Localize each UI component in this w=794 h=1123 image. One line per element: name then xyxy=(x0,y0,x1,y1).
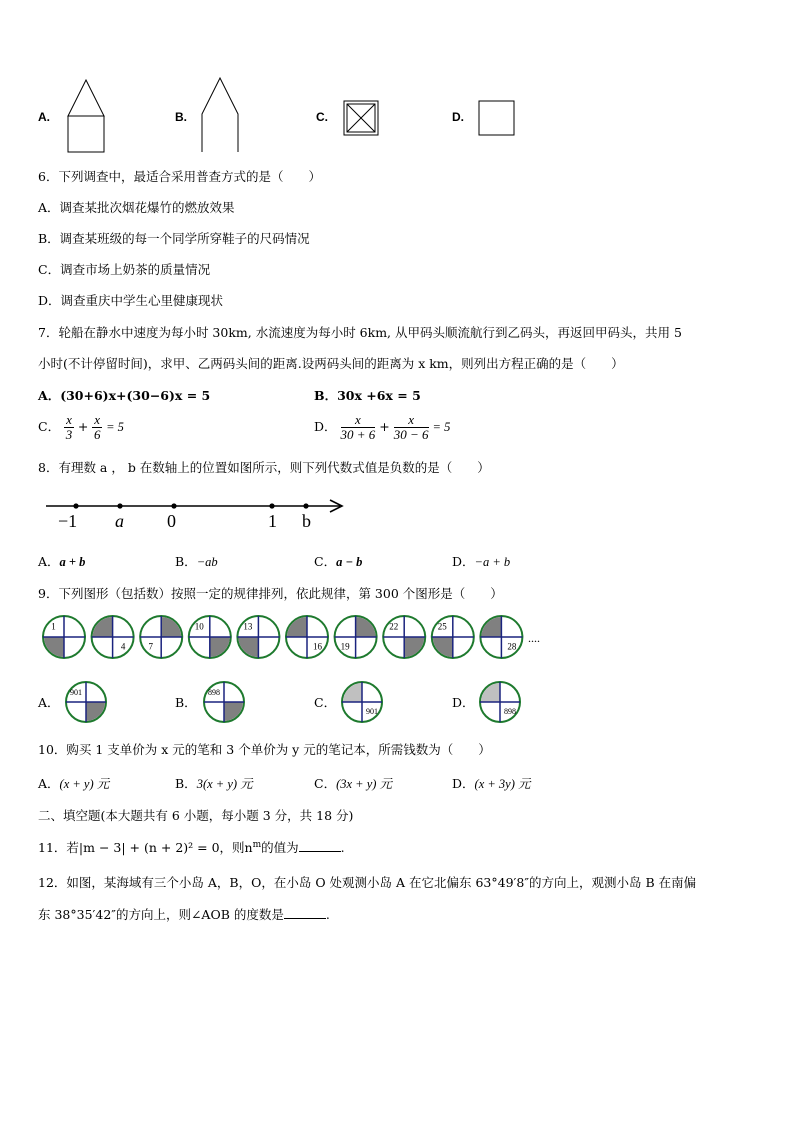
q8-option-d: D．−a + b xyxy=(452,554,511,569)
option-d-figure-shaded-quadrant xyxy=(481,683,500,702)
q7-option-d-label: D． xyxy=(314,419,337,434)
q7-d-frac-2: $\frac{x}{30 - 6}$ xyxy=(393,412,429,442)
q5-option-d-label: D. xyxy=(452,110,464,124)
option-a-figure xyxy=(66,682,106,722)
q9-option-b-figure xyxy=(202,680,246,724)
sequence-figure-5 xyxy=(237,616,279,658)
sequence-figure-9-shaded-quadrant xyxy=(433,637,453,657)
option-b-figure xyxy=(204,682,244,722)
option-a-figure-number: 901 xyxy=(70,688,82,697)
sequence-figure-4-shaded-quadrant xyxy=(210,637,230,657)
q8-option-a: A．a + b xyxy=(38,554,86,569)
sequence-figure-6-number: 16 xyxy=(313,641,322,652)
q5-figure-b xyxy=(198,76,242,154)
axis-label-zero: 0 xyxy=(167,511,176,531)
sequence-figure-7-shaded-quadrant xyxy=(356,617,376,637)
q12-answer-blank xyxy=(284,906,326,919)
sequence-figure-1-number: 1 xyxy=(51,621,56,632)
axis-label-minus-one: −1 xyxy=(58,511,78,531)
q7-option-c-label: C． xyxy=(38,419,61,434)
sequence-figure-9-number: 25 xyxy=(437,621,447,632)
q9-option-d-label: D． xyxy=(452,695,475,710)
q6-option-b: B．调查某班级的每一个同学所穿鞋子的尺码情况 xyxy=(38,231,310,246)
option-c-figure-shaded-quadrant xyxy=(343,683,362,702)
q6-option-a: A．调查某批次烟花爆竹的燃放效果 xyxy=(38,200,235,215)
q5-option-b-label: B. xyxy=(175,110,187,124)
sequence-figure-4-number: 10 xyxy=(194,621,204,632)
sequence-figure-3-number: 7 xyxy=(148,641,153,652)
q7-line-1: 7．轮船在静水中速度为每小时 30km, 水流速度为每小时 6km, 从甲码头顺流航行到乙码头，再返回甲码头，共用 5 xyxy=(38,325,682,340)
sequence-figure-7 xyxy=(335,616,377,658)
sequence-figure-2 xyxy=(92,616,134,658)
q8-option-c: C．a − b xyxy=(314,554,363,569)
sequence-figure-8-number: 22 xyxy=(389,621,399,632)
q10-option-a: A．(x + y) 元 xyxy=(38,776,110,791)
q7-option-b: B．30x +6x = 5 xyxy=(314,388,421,403)
q6-option-c: C．调查市场上奶茶的质量情况 xyxy=(38,262,211,277)
sequence-figure-10-number: 28 xyxy=(507,641,517,652)
sequence-figure-3 xyxy=(140,616,182,658)
sequence-figure-1 xyxy=(43,616,85,658)
q10-option-c: C．(3x + y) 元 xyxy=(314,776,393,791)
sequence-figure-1-shaded-quadrant xyxy=(44,637,64,657)
axis-label-b: b xyxy=(302,511,311,531)
sequence-figure-10-shaded-quadrant xyxy=(481,617,501,637)
q12-line-2: 东 38°35′42″的方向上，则∠AOB 的度数是 . xyxy=(38,907,330,922)
sequence-figure-9 xyxy=(432,616,474,658)
sequence-figure-2-shaded-quadrant xyxy=(93,617,113,637)
q11-answer-blank xyxy=(299,839,341,852)
sequence-figure-3-shaded-quadrant xyxy=(161,617,181,637)
q9-stem: 9．下列图形（包括数）按照一定的规律排列，依此规律，第 300 个图形是（ ） xyxy=(38,586,503,601)
section-two-heading: 二、填空题(本大题共有 6 小题，每小题 3 分，共 18 分) xyxy=(38,808,354,823)
q8-option-b: B．−ab xyxy=(175,554,218,569)
q5-option-c-label: C. xyxy=(316,110,328,124)
sequence-figure-8-shaded-quadrant xyxy=(404,637,424,657)
option-b-figure-number: 898 xyxy=(208,688,220,697)
q10-stem: 10．购买 1 支单价为 x 元的笔和 3 个单价为 y 元的笔记本，所需钱数为（ ） xyxy=(38,742,491,757)
q7-option-a: A．(30+6)x+(30−6)x = 5 xyxy=(38,388,211,403)
option-a-figure-shaded-quadrant xyxy=(86,702,105,721)
q9-sequence-figures xyxy=(40,614,550,662)
q5-option-a-label: A. xyxy=(38,110,50,124)
q9-option-c-figure xyxy=(340,680,384,724)
q7-option-c: C． $\frac{x}{3}$ + $\frac{x}{6}$ = 5 xyxy=(38,412,124,442)
q8-stem: 8．有理数 a ， b 在数轴上的位置如图所示，则下列代数式值是负数的是（ ） xyxy=(38,460,490,475)
q5-figure-c xyxy=(342,100,380,136)
q11: 11．若|m − 3| + (n + 2)² = 0，则$n^m$的值为 . xyxy=(38,839,345,855)
axis-label-a: a xyxy=(115,511,124,531)
sequence-figure-6-shaded-quadrant xyxy=(287,617,307,637)
q10-option-b: B．3(x + y) 元 xyxy=(175,776,253,791)
q7-c-frac-1: $\frac{x}{3}$ xyxy=(65,412,73,442)
q6-option-d: D．调查重庆中学生心里健康现状 xyxy=(38,293,224,308)
sequence-figure-4 xyxy=(189,616,231,658)
option-c-figure xyxy=(342,682,382,722)
q9-option-a-label: A． xyxy=(38,695,60,710)
q5-figure-a xyxy=(64,78,108,154)
option-d-figure-number: 898 xyxy=(504,707,516,716)
sequence-figure-10 xyxy=(480,616,522,658)
q10-option-d: D．(x + 3y) 元 xyxy=(452,776,531,791)
q12-line-1: 12．如图，某海域有三个小岛 A，B，O，在小岛 O 处观测小岛 A 在它北偏东 63°49′8″的方向上，观测小岛 B 在南偏 xyxy=(38,875,697,890)
q6-stem: 6．下列调查中，最适合采用普查方式的是（ ） xyxy=(38,169,321,184)
sequence-figure-5-shaded-quadrant xyxy=(238,637,258,657)
sequence-figure-7-number: 19 xyxy=(340,641,350,652)
q7-option-d: D． $\frac{x}{30 + 6}$ + $\frac{x}{30 - 6}$ = 5 xyxy=(314,412,451,442)
sequence-figure-2-number: 4 xyxy=(120,641,126,652)
q7-c-frac-2: $\frac{x}{6}$ xyxy=(93,412,101,442)
q5-figure-d xyxy=(478,100,516,136)
q7-d-frac-1: $\frac{x}{30 + 6}$ xyxy=(340,412,376,442)
sequence-figure-5-number: 13 xyxy=(243,621,253,632)
option-b-figure-shaded-quadrant xyxy=(224,702,243,721)
axis-label-one: 1 xyxy=(268,511,277,531)
sequence-figure-8 xyxy=(383,616,425,658)
option-c-figure-number: 901 xyxy=(366,707,378,716)
option-d-figure xyxy=(480,682,520,722)
q9-option-a-figure xyxy=(64,680,108,724)
q9-option-c-label: C． xyxy=(314,695,337,710)
sequence-figure-6 xyxy=(286,616,328,658)
sequence-ellipsis: .... xyxy=(528,631,540,645)
q7-line-2: 小时(不计停留时间)，求甲、乙两码头间的距离.设两码头间的距离为 x km，则列出方程正确的是（ ） xyxy=(38,356,624,371)
q9-option-b-label: B． xyxy=(175,695,197,710)
q9-option-d-figure xyxy=(478,680,522,724)
